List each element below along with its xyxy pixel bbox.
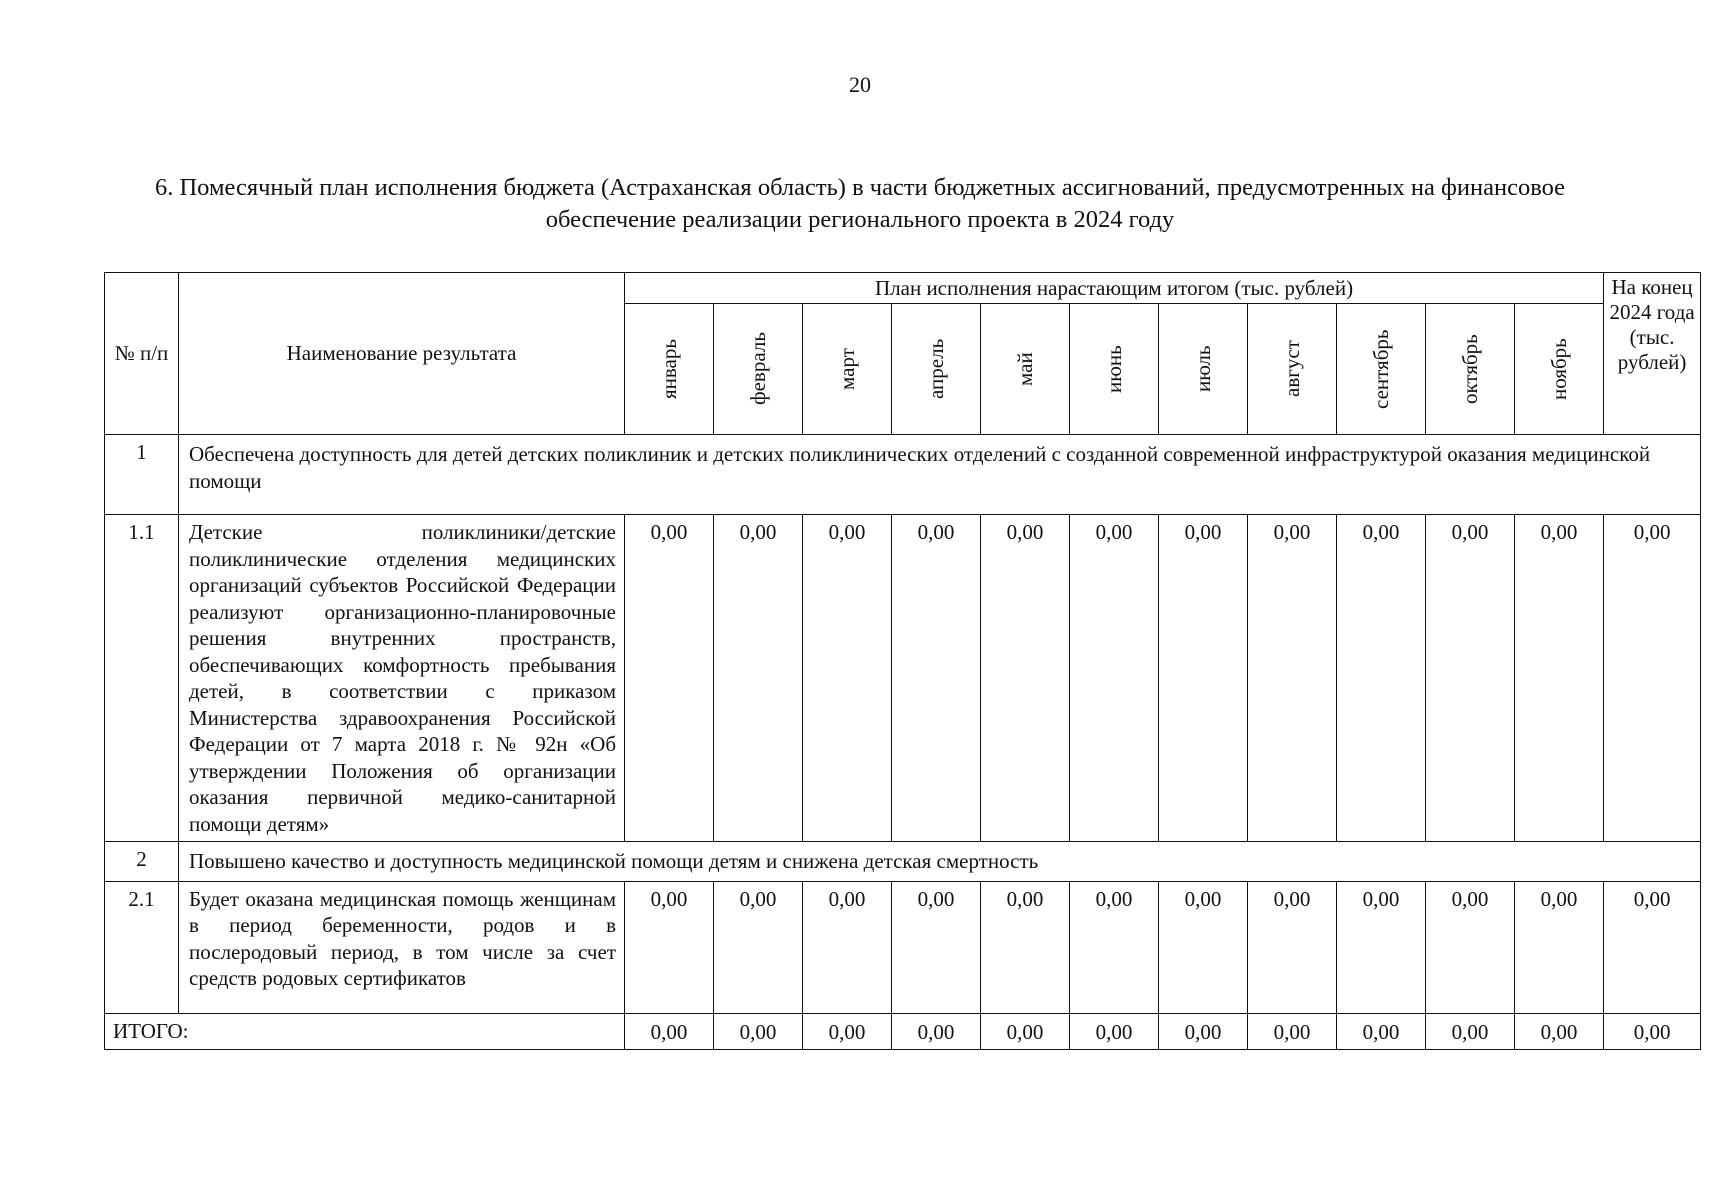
total-value-cell: 0,00: [625, 1013, 714, 1049]
value-cell: 0,00: [1248, 515, 1337, 842]
month-label: октябрь: [1457, 334, 1482, 404]
section-row: [105, 435, 1701, 515]
month-label: август: [1279, 340, 1304, 398]
total-value-cell: 0,00: [1159, 1013, 1248, 1049]
result-number: 1.1: [105, 515, 179, 842]
month-label: июнь: [1101, 345, 1126, 393]
value-cell: 0,00: [1426, 881, 1515, 1013]
total-value-cell: 0,00: [1426, 1013, 1515, 1049]
result-row: [105, 515, 1701, 842]
value-cell: 0,00: [803, 515, 892, 842]
month-label: июль: [1190, 345, 1215, 393]
value-cell: 0,00: [714, 515, 803, 842]
total-value-cell: 0,00: [1515, 1013, 1604, 1049]
col-header-plan-group: План исполнения нарастающим итогом (тыс. рублей): [625, 273, 1604, 304]
col-header-month: [714, 304, 803, 435]
col-header-month: [625, 304, 714, 435]
value-cell: 0,00: [1070, 881, 1159, 1013]
result-name: Детские поликлиники/детские поликлинические отделения медицинских организаций субъектов Российской Федерации реализуют организационно-планировочные решения внутренних пространств, обеспечивающих комфортность пребывания детей, в соответствии с приказом Министерства здравоохранения Российской Федерации от 7 марта 2018 г. № 92н «Об утверждении Положения об организации оказания первичной медико-санитарной помощи детям»: [179, 515, 625, 842]
total-value-cell: 0,00: [981, 1013, 1070, 1049]
total-value-cell: 0,00: [803, 1013, 892, 1049]
document-title: 6. Помесячный план исполнения бюджета (Астраханская область) в части бюджетных ассигнований, предусмотренных на финансовое обеспечение реализации регионального проекта в 2024 году: [154, 174, 1566, 233]
value-cell: 0,00: [981, 515, 1070, 842]
col-header-month: [1515, 304, 1604, 435]
value-cell: 0,00: [1070, 515, 1159, 842]
section-title: Обеспечена доступность для детей детских поликлиник и детских поликлинических отделений с созданной современной инфраструктурой оказания медицинской помощи: [179, 435, 1701, 515]
month-label: сентябрь: [1368, 329, 1393, 409]
month-label: февраль: [745, 332, 770, 406]
value-cell: 0,00: [803, 881, 892, 1013]
value-cell: 0,00: [1337, 515, 1426, 842]
total-value-cell: 0,00: [892, 1013, 981, 1049]
value-cell: 0,00: [1159, 515, 1248, 842]
section-row: [105, 842, 1701, 882]
value-cell: 0,00: [1515, 515, 1604, 842]
col-header-month: [1070, 304, 1159, 435]
total-row: [105, 1013, 1701, 1049]
result-number: 2.1: [105, 881, 179, 1013]
result-row: [105, 881, 1701, 1013]
month-label: январь: [656, 339, 681, 399]
value-cell: 0,00: [625, 515, 714, 842]
col-header-year-end: На конец 2024 года (тыс. рублей): [1604, 273, 1701, 435]
total-value-cell: 0,00: [1070, 1013, 1159, 1049]
col-header-month: [1337, 304, 1426, 435]
col-header-result-name: Наименование результата: [179, 273, 625, 435]
value-cell: 0,00: [1515, 881, 1604, 1013]
section-number: 2: [105, 842, 179, 882]
value-cell: 0,00: [1426, 515, 1515, 842]
header-row-top: [105, 273, 1701, 304]
col-header-month: [1248, 304, 1337, 435]
col-header-month: [803, 304, 892, 435]
value-cell: 0,00: [625, 881, 714, 1013]
value-cell: 0,00: [714, 881, 803, 1013]
value-cell: 0,00: [1604, 881, 1701, 1013]
section-title: Повышено качество и доступность медицинской помощи детям и снижена детская смертность: [179, 842, 1701, 882]
section-number: 1: [105, 435, 179, 515]
month-label: ноябрь: [1546, 338, 1571, 400]
total-value-cell: 0,00: [714, 1013, 803, 1049]
col-header-month: [1159, 304, 1248, 435]
value-cell: 0,00: [981, 881, 1070, 1013]
total-value-cell: 0,00: [1248, 1013, 1337, 1049]
value-cell: 0,00: [1604, 515, 1701, 842]
page-number: 20: [849, 72, 871, 97]
budget-plan-table: [104, 272, 1701, 1050]
value-cell: 0,00: [892, 881, 981, 1013]
col-header-month: [1426, 304, 1515, 435]
value-cell: 0,00: [892, 515, 981, 842]
value-cell: 0,00: [1337, 881, 1426, 1013]
total-label: ИТОГО:: [105, 1013, 625, 1049]
total-value-cell: 0,00: [1604, 1013, 1701, 1049]
col-header-number: № п/п: [105, 273, 179, 435]
total-value-cell: 0,00: [1337, 1013, 1426, 1049]
value-cell: 0,00: [1159, 881, 1248, 1013]
col-header-month: [892, 304, 981, 435]
col-header-month: [981, 304, 1070, 435]
result-name: Будет оказана медицинская помощь женщинам в период беременности, родов и в послеродовый период, в том числе за счет средств родовых сертификатов: [179, 881, 625, 1013]
month-label: март: [834, 348, 859, 390]
month-label: май: [1012, 352, 1037, 386]
month-label: апрель: [923, 338, 948, 400]
table-body: [105, 435, 1701, 1050]
value-cell: 0,00: [1248, 881, 1337, 1013]
